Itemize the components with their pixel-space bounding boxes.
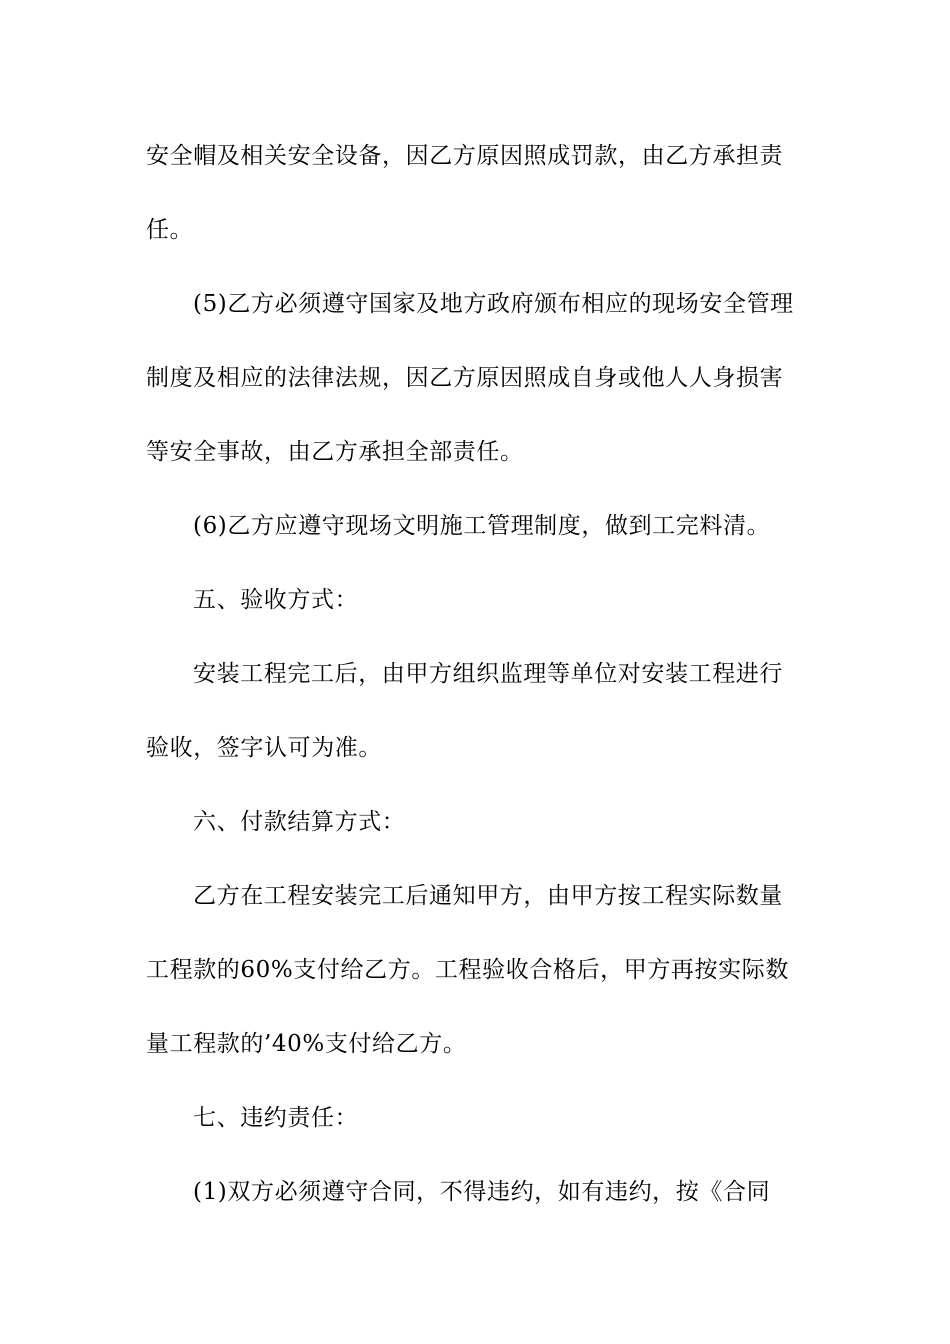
paragraph-line: 任。 [146, 217, 194, 243]
paragraph-line: 等安全事故，由乙方承担全部责任。 [146, 439, 524, 465]
paragraph-line: 乙方在工程安装完工后通知甲方，由甲方按工程实际数量 [193, 883, 783, 909]
paragraph-line: (6)乙方应遵守现场文明施工管理制度，做到工完料清。 [193, 513, 771, 539]
paragraph-line: 验收，签字认可为准。 [146, 735, 382, 761]
paragraph-line: 制度及相应的法律法规，因乙方原因照成自身或他人人身损害 [146, 365, 784, 391]
paragraph-line: 工程款的60%支付给乙方。工程验收合格后，甲方再按实际数 [146, 957, 789, 983]
section-heading: 六、付款结算方式： [193, 809, 406, 835]
paragraph-line: 安装工程完工后，由甲方组织监理等单位对安装工程进行 [193, 661, 783, 687]
paragraph-line: (1)双方必须遵守合同，不得违约，如有违约，按《合同 [193, 1179, 771, 1205]
paragraph-line: 量工程款的’40%支付给乙方。 [146, 1031, 467, 1057]
paragraph-line: (5)乙方必须遵守国家及地方政府颁布相应的现场安全管理 [193, 291, 794, 317]
section-heading: 七、违约责任： [193, 1105, 359, 1131]
section-heading: 五、验收方式： [193, 587, 359, 613]
paragraph-line: 安全帽及相关安全设备，因乙方原因照成罚款，由乙方承担责 [146, 143, 784, 169]
